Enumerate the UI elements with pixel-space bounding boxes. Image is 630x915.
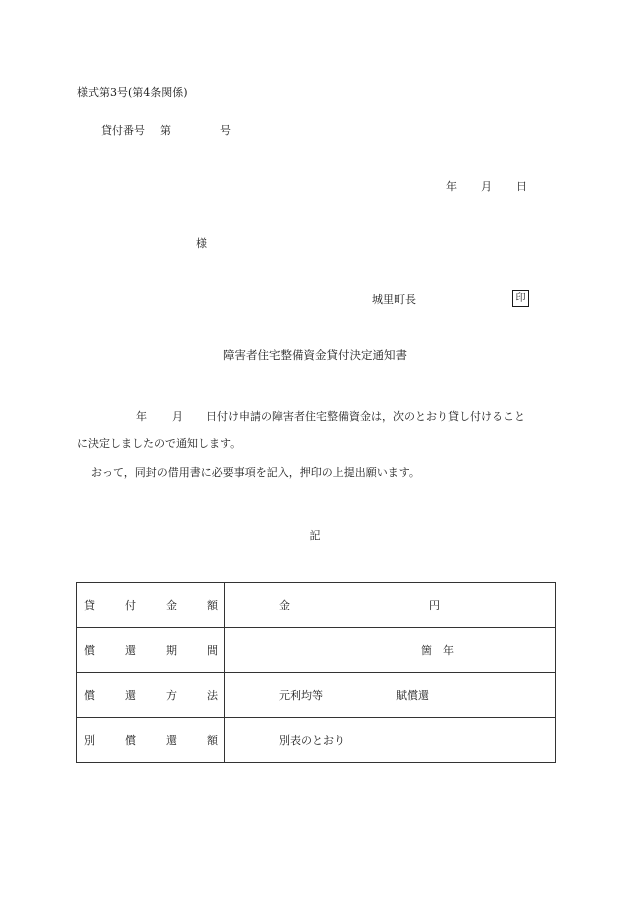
table-row [77,583,556,628]
period-unit: 箇 年 [421,644,454,657]
row-value-loan-amount [225,583,556,628]
loan-number-prefix: 第 [160,124,171,137]
body-year-label: 年 [136,410,147,423]
date-day-label: 日 [516,180,527,193]
label-char: 期 [166,644,177,657]
label-char: 還 [166,734,177,747]
label-char: 償 [84,689,95,702]
amount-prefix: 金 [279,599,290,612]
label-char: 償 [84,644,95,657]
amount-unit: 円 [429,599,440,612]
row-label-separate-repayment [77,718,225,763]
label-char: 別 [84,734,95,747]
row-label-loan-amount [77,583,225,628]
label-char: 貸 [84,599,95,612]
label-char: 金 [166,599,177,612]
label-char: 方 [166,689,177,702]
label-char: 額 [207,599,218,612]
label-char: 還 [125,644,136,657]
form-number: 様式第3号(第4条関係) [77,86,188,99]
label-char: 間 [207,644,218,657]
separate-repayment-note: 別表のとおり [279,734,345,747]
body-paragraph-line2: に決定しましたので通知します。 [77,437,242,450]
body-paragraph-line1: 日付け申請の障害者住宅整備資金は，次のとおり貸し付けること [206,410,525,423]
table-row [77,718,556,763]
label-char: 還 [125,689,136,702]
body-month-label: 月 [172,410,183,423]
ki-heading: 記 [309,529,321,542]
label-char: 法 [207,689,218,702]
loan-number-label: 貸付番号 [101,124,145,137]
row-value-separate-repayment [225,718,556,763]
label-char: 償 [125,734,136,747]
date-year-label: 年 [446,180,457,193]
table-row [77,673,556,718]
loan-detail-table [76,582,556,763]
table-row [77,628,556,673]
row-value-repayment-period [225,628,556,673]
label-char: 付 [125,599,136,612]
seal-stamp-box: 印 [512,290,529,307]
body-paragraph-line3: おって，同封の借用書に必要事項を記入，押印の上提出願います。 [91,466,420,479]
date-month-label: 月 [481,180,492,193]
addressee-honorific: 様 [196,237,207,250]
method-type: 元利均等 [279,689,323,702]
label-char: 額 [207,734,218,747]
document-title: 障害者住宅整備資金貸付決定通知書 [223,348,407,362]
row-value-repayment-method [225,673,556,718]
row-label-repayment-method [77,673,225,718]
issuer-title: 城里町長 [372,293,416,306]
method-suffix: 賦償還 [396,689,429,702]
row-label-repayment-period [77,628,225,673]
loan-number-suffix: 号 [220,124,231,137]
